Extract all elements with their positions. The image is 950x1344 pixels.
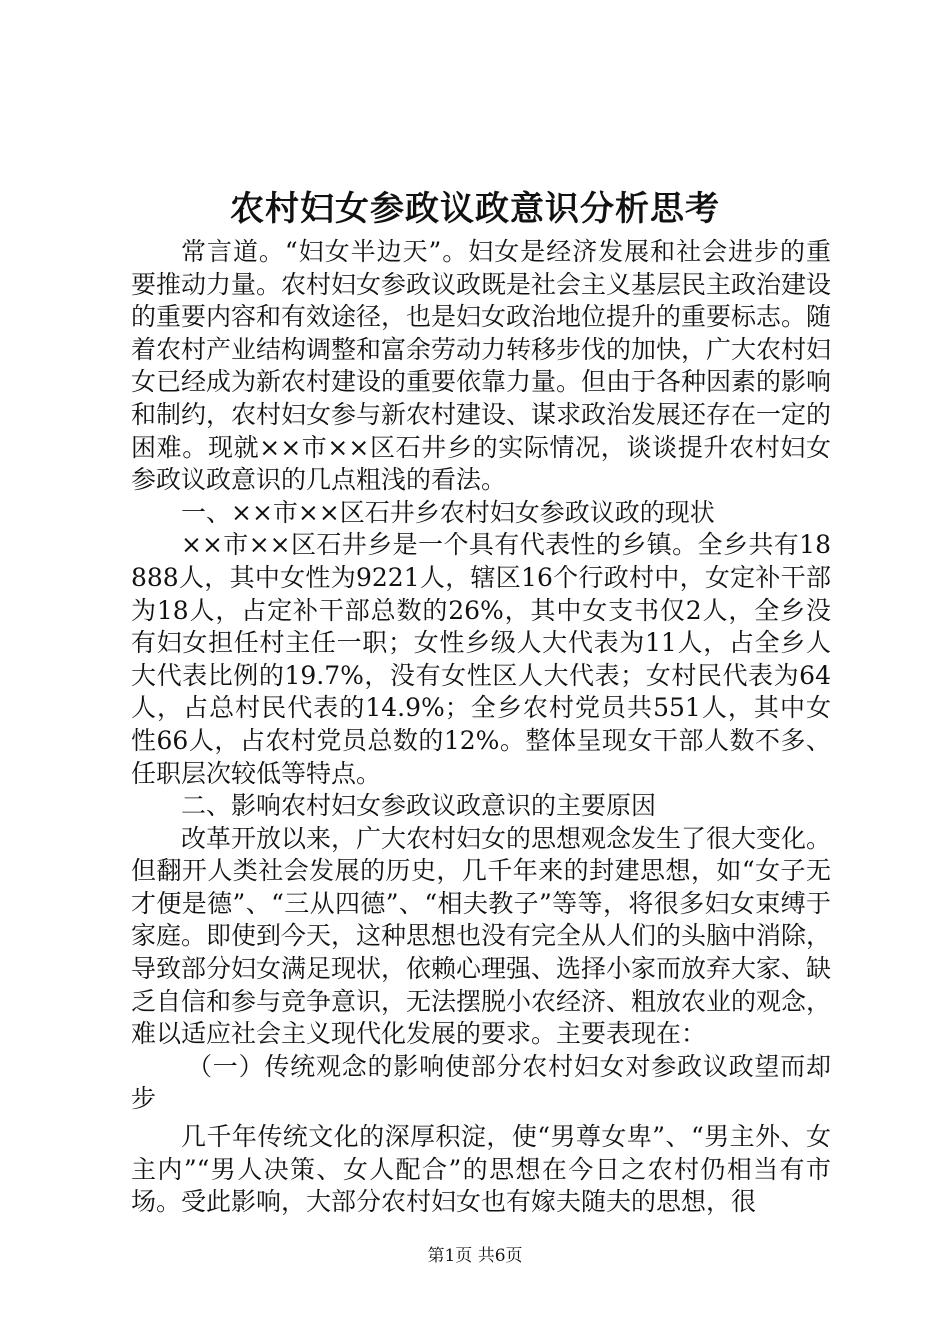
page-footer: 第1页 共6页 <box>427 1246 523 1266</box>
intro-paragraph: 常言道。“妇女半边天”。妇女是经济发展和社会进步的重要推动力量。农村妇女参政议政既是社会主义基层民主政治建设的重要内容和有效途径，也是妇女政治地位提升的重要标志。随着农村产业结构调整和富余劳动力转移步伐的加快，广大农村妇女已经成为新农村建设的重要依靠力量。但由于各种因素的影响和制约，农村妇女参与新农村建设、谋求政治发展还存在一定的困难。现就××市××区石井乡的实际情况，谈谈提升农村妇女参政议政意识的几点粗浅的看法。 <box>131 237 832 495</box>
status-paragraph: ××市××区石井乡是一个具有代表性的乡镇。全乡共有18888人，其中女性为9221人，辖区16个行政村中，女定补干部为18人，占定补干部总数的26%，其中女支书仅2人，全乡没有妇女担任村主任一职；女性乡级人大代表为11人，占全乡人大代表比例的19.7%，没有女性区人大代表；女村民代表为64人，占总村民代表的14.9%；全乡农村党员共551人，其中女性66人，占农村党员总数的12%。整体呈现女干部人数不多、任职层次较低等特点。 <box>131 530 831 788</box>
section-heading-2: 二、影响农村妇女参政议政意识的主要原因 <box>181 791 657 821</box>
document-body <box>131 236 831 1219</box>
document-title: 农村妇女参政议政意识分析思考 <box>230 189 720 229</box>
tradition-paragraph: 几千年传统文化的深厚积淀，使“男尊女卑”、“男主外、女主内”“男人决策、女人配合”的思想在今日之农村仍相当有市场。受此影响，大部分农村妇女也有嫁夫随夫的思想，很 <box>131 1122 831 1217</box>
causes-paragraph: 改革开放以来，广大农村妇女的思想观念发生了很大变化。但翻开人类社会发展的历史，几千年来的封建思想，如“女子无才便是德”、“三从四德”、“相夫教子”等等，将很多妇女束缚于家庭。即使到今天，这种思想也没有完全从人们的头脑中消除，导致部分妇女满足现状，依赖心理强、选择小家而放弃大家、缺乏自信和参与竞争意识，无法摆脱小农经济、粗放农业的观念，难以适应社会主义现代化发展的要求。主要表现在： <box>131 823 832 1049</box>
section-heading-1: 一、××市××区石井乡农村妇女参政议政的现状 <box>181 497 715 527</box>
subsection-heading-1: （一）传统观念的影响使部分农村妇女对参政议政望而却步 <box>131 1051 831 1114</box>
